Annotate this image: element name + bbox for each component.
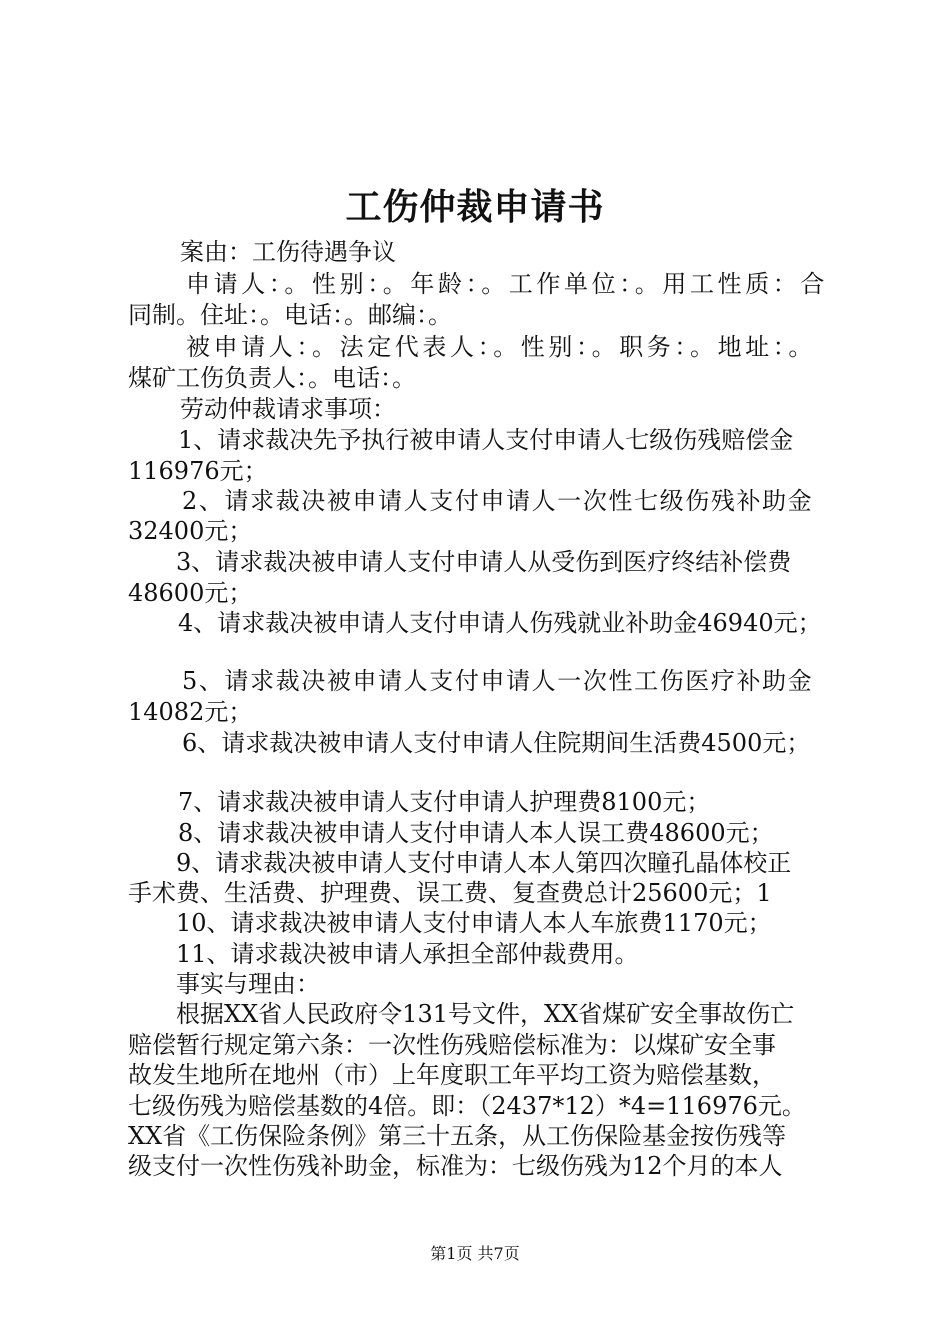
text-line: 116976元； <box>128 457 268 485</box>
text-line: 七级伤残为赔偿基数的4倍。即：（2437*12）*4=116976元。 <box>128 1092 806 1120</box>
text-line: 14082元； <box>128 698 253 726</box>
text-line: 32400元； <box>128 517 253 545</box>
text-line: 2、请求裁决被申请人支付申请人一次性七级伤残补助金 <box>182 487 814 515</box>
text-line: 同制。住址：。电话：。邮编：。 <box>128 301 452 329</box>
text-line: 5、请求裁决被申请人支付申请人一次性工伤医疗补助金 <box>182 667 814 695</box>
text-line: 7、请求裁决被申请人支付申请人护理费8100元； <box>178 788 711 816</box>
text-line: 9、请求裁决被申请人支付申请人本人第四次瞳孔晶体校正 <box>176 849 792 877</box>
text-line: 级支付一次性伤残补助金，标准为：七级伤残为12个月的本人 <box>128 1152 783 1180</box>
text-line: 6、请求裁决被申请人支付申请人住院期间生活费4500元； <box>182 729 811 757</box>
text-line: 11、请求裁决被申请人承担全部仲裁费用。 <box>176 940 639 968</box>
text-line: 48600元； <box>128 579 253 607</box>
text-line: 申请人：。性别：。年龄：。工作单位：。用工性质：合 <box>186 270 828 298</box>
text-line: 4、请求裁决被申请人支付申请人伤残就业补助金46940元； <box>178 609 822 637</box>
text-line: 赔偿暂行规定第六条：一次性伤残赔偿标准为：以煤矿安全事 <box>128 1031 776 1059</box>
text-line: 劳动仲裁请求事项： <box>180 395 396 423</box>
text-line: 根据XX省人民政府令131号文件，XX省煤矿安全事故伤亡 <box>176 1000 795 1028</box>
page-number-footer: 第1页 共7页 <box>430 1244 520 1263</box>
text-line: 8、请求裁决被申请人支付申请人本人误工费48600元； <box>178 819 774 847</box>
text-line: 3、请求裁决被申请人支付申请人从受伤到医疗终结补偿费 <box>176 548 792 576</box>
text-line: 案由：工伤待遇争议 <box>180 238 396 266</box>
text-line: 10、请求裁决被申请人支付申请人本人车旅费1170元； <box>176 909 772 937</box>
text-line: 煤矿工伤负责人：。电话：。 <box>128 364 416 392</box>
text-line: 被申请人：。法定代表人：。性别：。职务：。地址：。 <box>186 333 816 361</box>
document-title: 工伤仲裁申请书 <box>345 186 605 228</box>
text-line: 故发生地所在地州（市）上年度职工年平均工资为赔偿基数， <box>128 1061 776 1089</box>
text-line: 手术费、生活费、护理费、误工费、复查费总计25600元；1 <box>128 879 772 907</box>
text-line: 事实与理由： <box>176 970 320 998</box>
text-line: 1、请求裁决先予执行被申请人支付申请人七级伤残赔偿金 <box>178 426 794 454</box>
text-line: XX省《工伤保险条例》第三十五条，从工伤保险基金按伤残等 <box>128 1122 787 1150</box>
